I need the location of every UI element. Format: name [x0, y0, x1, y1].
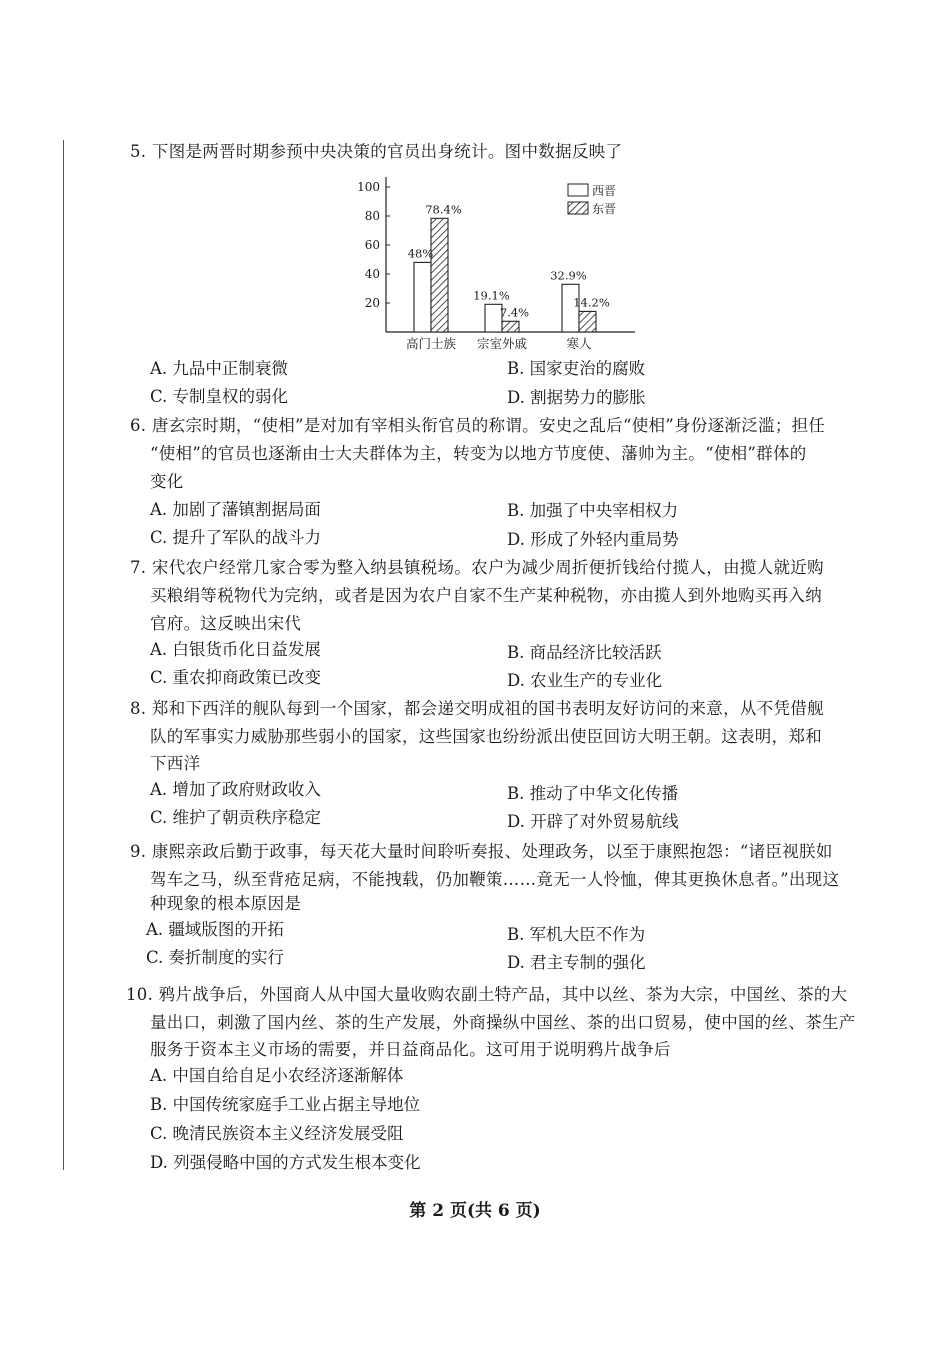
q8-option-a[interactable]: A. 增加了政府财政收入	[150, 780, 321, 799]
q5-option-a[interactable]: A. 九品中正制衰微	[150, 359, 288, 378]
data-label: 78.4%	[425, 202, 462, 217]
data-label: 14.2%	[573, 295, 610, 310]
q10-option-a[interactable]: A. 中国自给自足小农经济逐渐解体	[150, 1066, 404, 1085]
q9-option-c[interactable]: C. 奏折制度的实行	[146, 948, 285, 967]
page-footer: 第 2 页(共 6 页)	[409, 1201, 541, 1221]
y-tick-label: 80	[364, 209, 380, 223]
q8-stem-line-2: 队的军事实力威胁那些弱小的国家，这些国家也纷纷派出使臣回访大明王朝。这表明，郑和	[150, 727, 822, 746]
q7-stem-line-3: 官府。这反映出宋代	[150, 614, 302, 633]
q9-option-b[interactable]: B. 军机大臣不作为	[507, 925, 646, 944]
q6-option-c[interactable]: C. 提升了军队的战斗力	[150, 528, 322, 547]
q8-stem-line-1: 8. 郑和下西洋的舰队每到一个国家，都会递交明成祖的国书表明友好访问的来意，从不凭借舰	[130, 699, 824, 718]
q5-option-b[interactable]: B. 国家吏治的腐败	[507, 359, 646, 378]
q8-stem-line-3: 下西洋	[150, 754, 201, 773]
q5-option-d[interactable]: D. 割据势力的膨胀	[507, 388, 646, 407]
q10-stem-line-3: 服务于资本主义市场的需要，并日益商品化。这可用于说明鸦片战争后	[150, 1040, 671, 1059]
legend-swatch	[568, 202, 588, 214]
q9-stem-line-3: 种现象的根本原因是	[150, 894, 302, 913]
data-label: 32.9%	[550, 268, 587, 283]
q6-stem-line-2: “使相”的官员也逐渐由士大夫群体为主，转变为以地方节度使、藩帅为主。“使相”群体的	[150, 444, 807, 463]
q6-stem-line-1: 6. 唐玄宗时期，“使相”是对加有宰相头衔官员的称谓。安史之乱后“使相”身份逐渐泛滥；担任	[130, 416, 826, 435]
q10-stem-line-2: 量出口，刺激了国内丝、茶的生产发展，外商操纵中国丝、茶的出口贸易，使中国的丝、茶生产	[150, 1013, 856, 1032]
data-label: 7.4%	[499, 305, 530, 320]
officials-origin-bar-chart	[350, 170, 650, 355]
q5-stem: 5. 下图是两晋时期参预中央决策的官员出身统计。图中数据反映了	[130, 142, 623, 161]
q9-stem-line-2: 驾车之马，纵至背疮足病，不能拽载，仍加鞭策……竟无一人怜恤，俾其更换休息者。”出现这	[150, 870, 840, 889]
x-category-label: 高门士族	[405, 336, 457, 351]
bar-xijin-0	[414, 262, 431, 332]
q8-option-d[interactable]: D. 开辟了对外贸易航线	[507, 812, 679, 831]
q7-option-c[interactable]: C. 重农抑商政策已改变	[150, 668, 322, 687]
q8-option-c[interactable]: C. 维护了朝贡秩序稳定	[150, 808, 322, 827]
y-tick-label: 20	[364, 296, 380, 310]
q7-stem-line-1: 7. 宋代农户经常几家合零为整入纳县镇税场。农户为减少周折便折钱给付揽人，由揽人就近购	[130, 558, 824, 577]
x-category-label: 寒人	[566, 336, 592, 351]
q6-option-d[interactable]: D. 形成了外轻内重局势	[507, 530, 679, 549]
data-label: 19.1%	[473, 288, 510, 303]
q6-option-a[interactable]: A. 加剧了藩镇割据局面	[150, 500, 321, 519]
data-label: 48%	[407, 246, 434, 261]
bar-dongjin-0	[431, 218, 448, 332]
q10-option-c[interactable]: C. 晚清民族资本主义经济发展受阻	[150, 1124, 404, 1143]
legend-label: 西晋	[592, 184, 617, 198]
legend-label: 东晋	[592, 202, 617, 216]
q5-option-c[interactable]: C. 专制皇权的弱化	[150, 387, 289, 406]
q7-option-b[interactable]: B. 商品经济比较活跃	[507, 643, 662, 662]
q6-option-b[interactable]: B. 加强了中央宰相权力	[507, 501, 679, 520]
y-tick-label: 40	[364, 267, 380, 281]
q9-option-a[interactable]: A. 疆域版图的开拓	[146, 920, 284, 939]
bar-dongjin-1	[502, 321, 519, 332]
q9-option-d[interactable]: D. 君主专制的强化	[507, 953, 646, 972]
q10-option-b[interactable]: B. 中国传统家庭手工业占据主导地位	[150, 1095, 421, 1114]
q10-option-d[interactable]: D. 列强侵略中国的方式发生根本变化	[150, 1153, 421, 1172]
bar-dongjin-2	[579, 311, 596, 332]
q8-option-b[interactable]: B. 推动了中华文化传播	[507, 784, 679, 803]
x-category-label: 宗室外戚	[476, 336, 528, 351]
q6-stem-line-3: 变化	[150, 472, 184, 491]
y-tick-label: 100	[357, 180, 380, 194]
y-tick-label: 60	[364, 238, 380, 252]
margin-rule	[63, 140, 64, 1170]
q7-option-d[interactable]: D. 农业生产的专业化	[507, 671, 663, 690]
q10-stem-line-1: 10. 鸦片战争后，外国商人从中国大量收购农副土特产品，其中以丝、茶为大宗，中国丝、茶的大	[126, 985, 848, 1004]
q9-stem-line-1: 9. 康熙亲政后勤于政事，每天花大量时间聆听奏报、处理政务，以至于康熙抱怨：“诸臣视朕如	[130, 842, 833, 861]
legend-swatch	[568, 184, 588, 196]
q7-stem-line-2: 买粮绢等税物代为完纳，或者是因为农户自家不生产某种税物，亦由揽人到外地购买再入纳	[150, 586, 822, 605]
q7-option-a[interactable]: A. 白银货币化日益发展	[150, 640, 321, 659]
